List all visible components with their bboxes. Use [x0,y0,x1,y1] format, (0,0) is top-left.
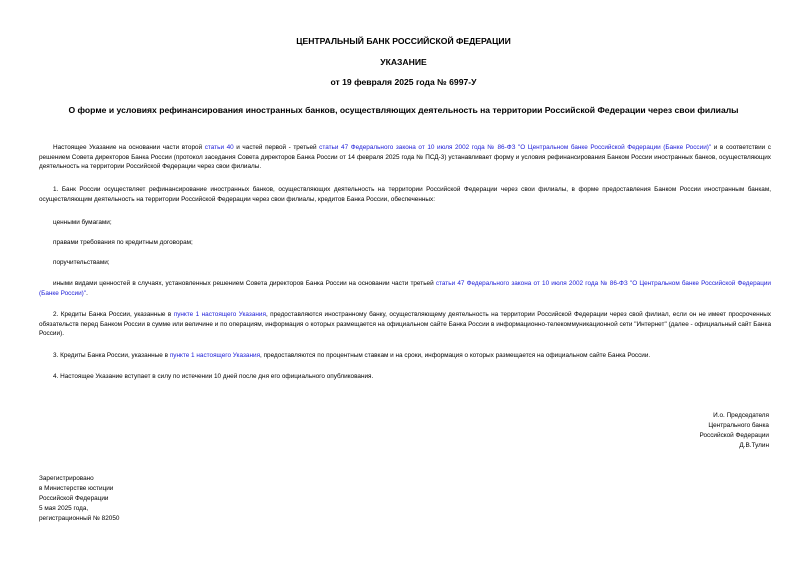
link-article-47[interactable]: статьи 47 Федерального закона от 10 июля 2002 года № 86-ФЗ "О Центральном банке Российской Федерации (Банке России)" [319,144,712,151]
item-3-paragraph [39,351,771,361]
signature-name: Д.В.Тулин [739,442,769,449]
item-1-paragraph: 1. Банк России осуществляет рефинансирование иностранных банков, осуществляющих деятельность на территории Российской Федерации через свои филиалы, в форме предоставления Банком России иностранным банкам, осуществляющим деятельность на территории Российской Федерации через свои филиалы, кредитов Банка России, обеспеченных: [39,186,771,203]
item-3-text-2: , предоставляются по процентным ставкам и на сроки, информация о которых размещается на официальном сайте Банка России. [260,352,651,359]
signature-block [569,411,769,451]
registration-number: регистрационный № 82050 [39,515,120,522]
intro-text-2: и частей первой - третьей [233,144,320,151]
registration-line-3: Российской Федерации [39,495,109,502]
document-type: УКАЗАНИЕ [380,57,427,67]
item-2-text-2: , предоставляются иностранному банку, осуществляющему деятельность на территории Российской Федерации через свой филиал, если он не имеет просроченных обязательств перед Банком России в сумме или величине и по операциям, информация о которых размещается на официальном сайте Банка России в информационно-телекоммуникационной сети "Интернет" (далее - официальный сайт Банка России). [39,311,771,338]
collateral-other-paragraph [39,279,771,298]
signature-org: Центрального банка [708,422,769,429]
collateral-claims: правами требования по кредитным договорам; [53,239,193,246]
item-2-paragraph [39,310,771,339]
signature-org-2: Российской Федерации [699,432,769,439]
item-2-text-1: 2. Кредиты Банка России, указанные в [53,311,174,318]
intro-text-3: и в соответствии с решением Совета директоров Банка России (протокол заседания Совета директоров Банка России от 14 февраля 2025 года № ПСД-3) устанавливает форму и условия рефинансирования Банком России иностранных банков, осуществляющих деятельность на территории Российской Федерации через свои филиалы. [39,144,771,171]
registration-line-2: в Министерстве юстиции [39,485,114,492]
link-item-1[interactable]: пункте 1 настоящего Указания [173,311,266,318]
collateral-securities: ценными бумагами; [53,219,112,226]
collateral-other-text: иными видами ценностей в случаях, установленных решением Совета директоров Банка России на основании части третьей [53,280,436,287]
collateral-guarantees: поручительствами; [53,259,110,266]
intro-paragraph [39,143,771,172]
registration-line-1: Зарегистрировано [39,475,94,482]
document-title: О форме и условиях рефинансирования иностранных банков, осуществляющих деятельность на территории Российской Федерации через свои филиалы [68,105,739,115]
registration-date: 5 мая 2025 года, [39,505,89,512]
issuer-heading: ЦЕНТРАЛЬНЫЙ БАНК РОССИЙСКОЙ ФЕДЕРАЦИИ [296,36,511,46]
document-date-number: от 19 февраля 2025 года № 6997-У [330,77,477,87]
intro-text-1: Настоящее Указание на основании части второй [53,144,205,151]
item-4-paragraph: 4. Настоящее Указание вступает в силу по истечении 10 дней после дня его официального опубликования. [53,373,374,380]
link-article-40[interactable]: статьи 40 [204,144,234,151]
link-item-1-b[interactable]: пункте 1 настоящего Указания [169,352,261,359]
signature-position: И.о. Председателя [713,412,769,419]
item-3-text-1: 3. Кредиты Банка России, указанные в [53,352,170,359]
registration-block [39,474,239,524]
collateral-other-end: . [86,289,88,297]
link-article-47-part3[interactable]: статьи 47 Федерального закона от 10 июля 2002 года № 86-ФЗ "О Центральном банке Российской Федерации (Банке России)" [39,280,771,297]
